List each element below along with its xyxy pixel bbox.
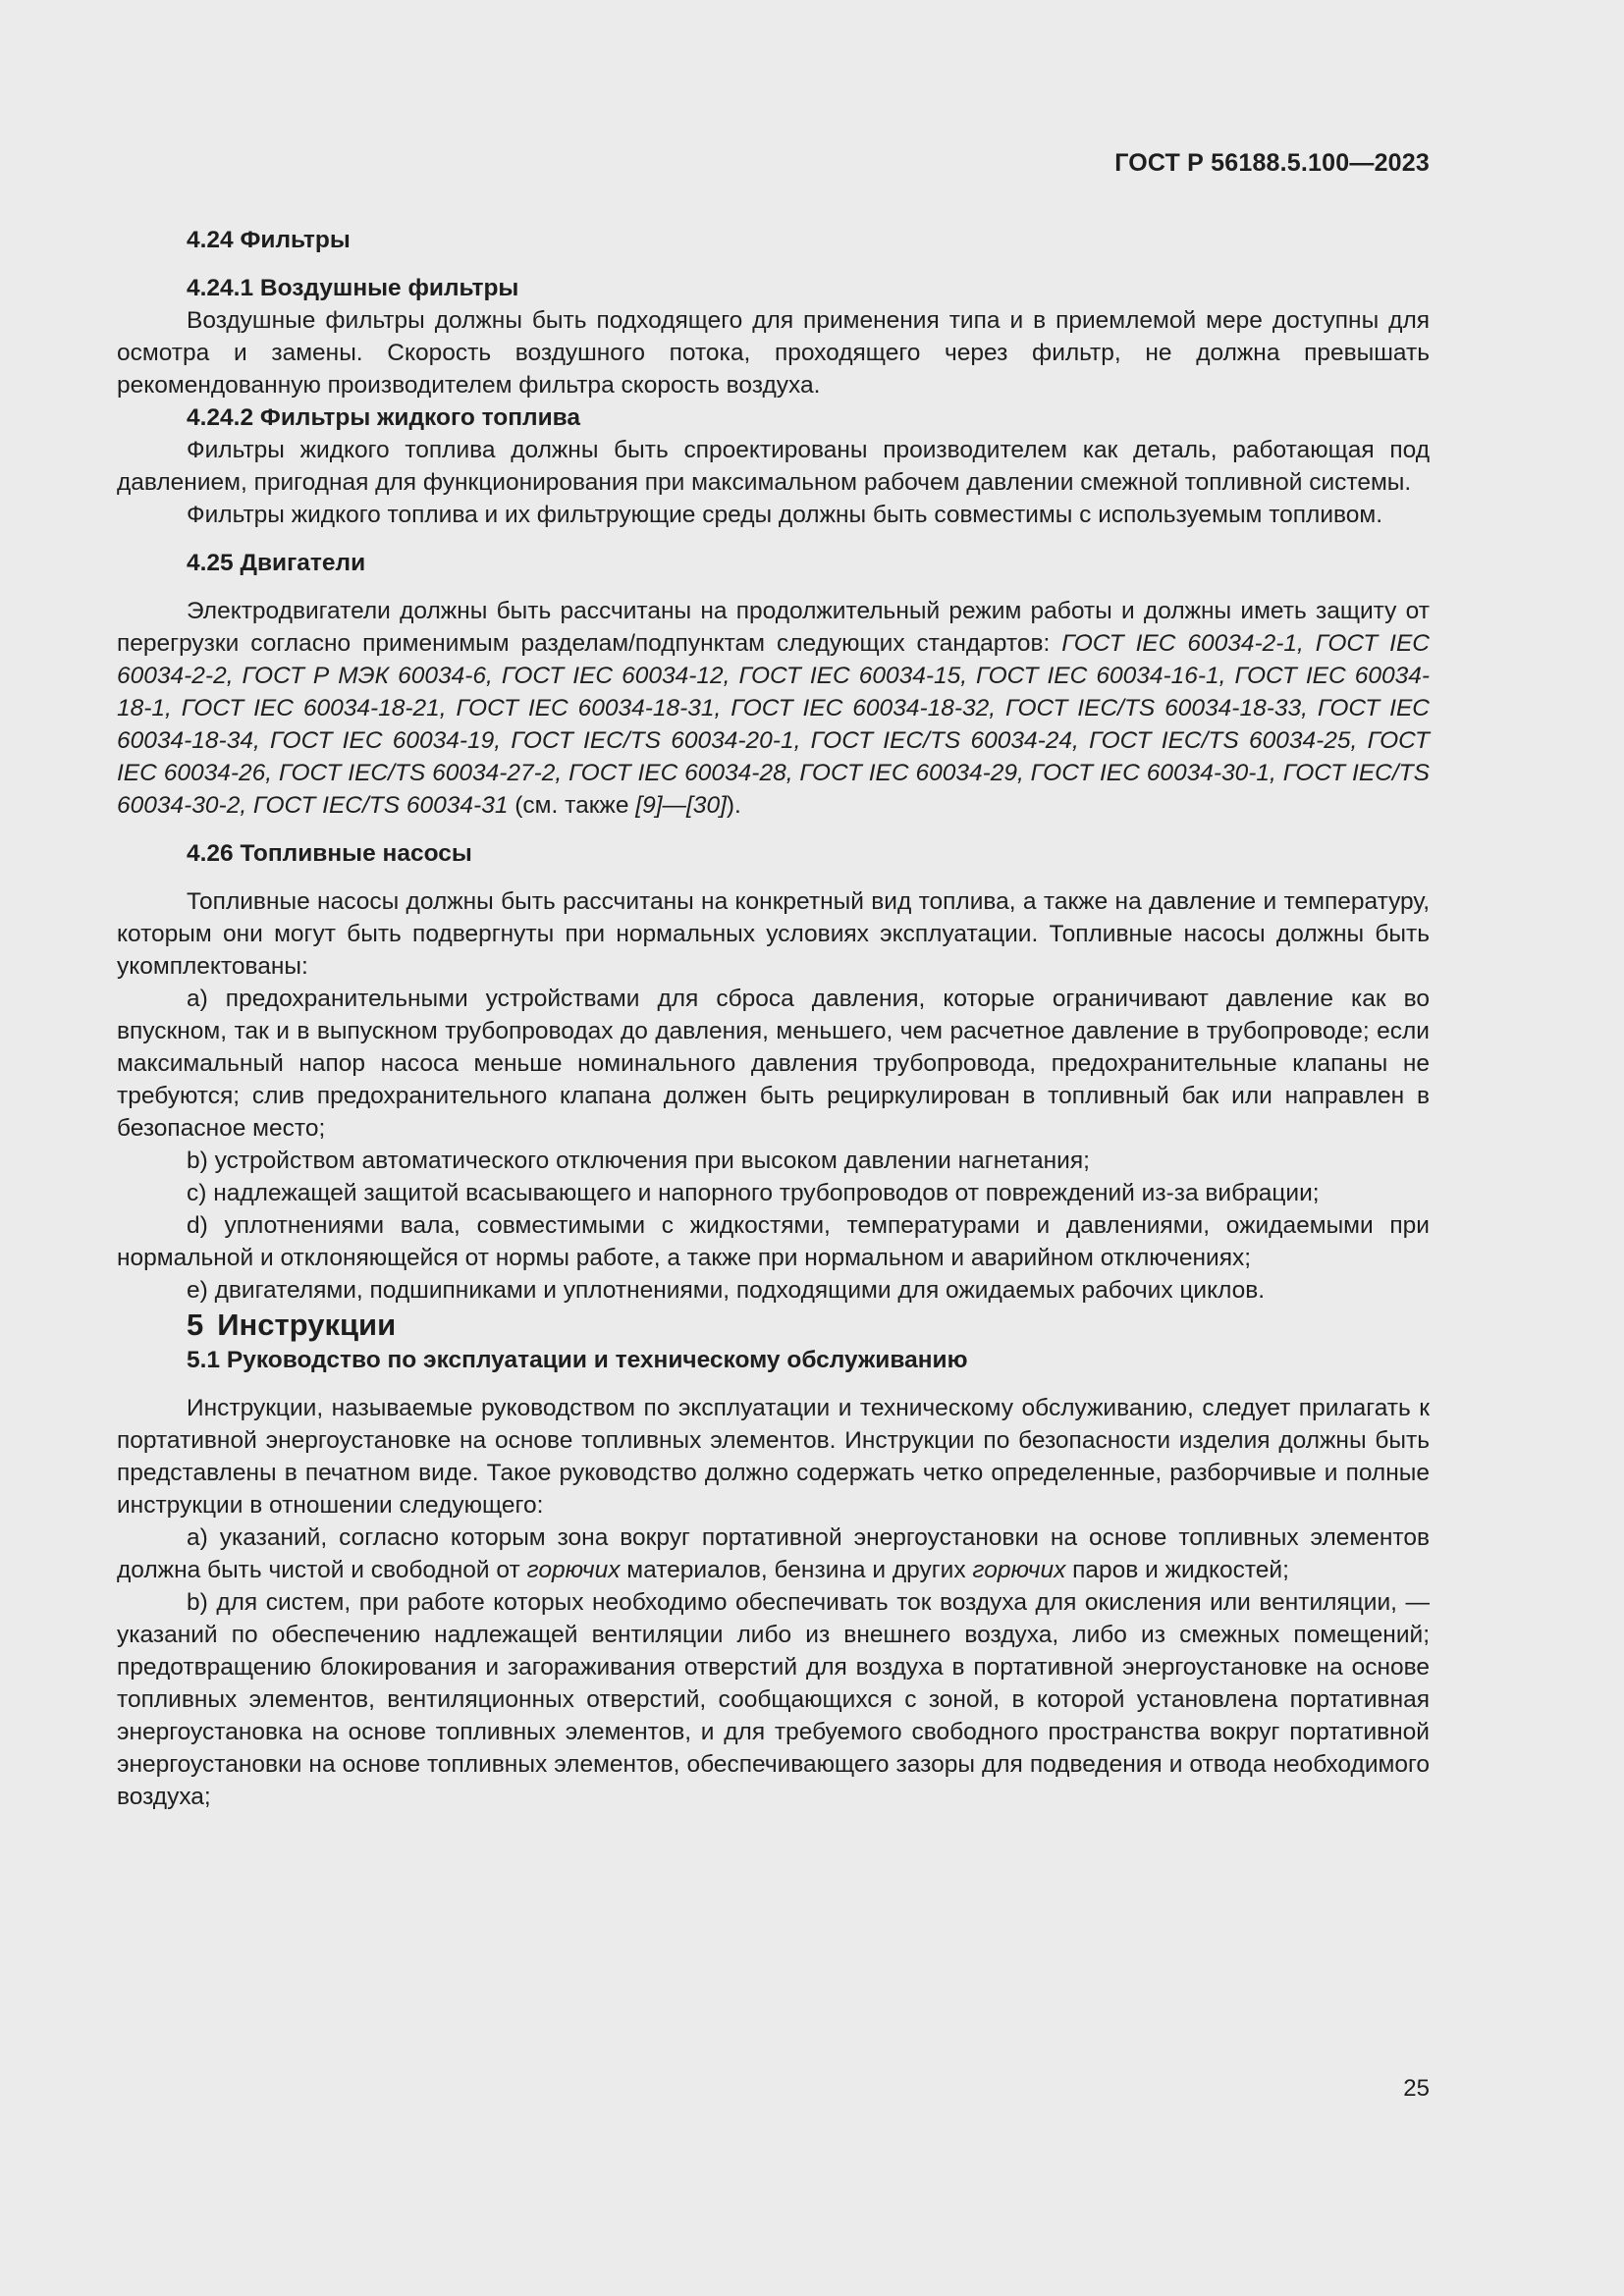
list-item: e) двигателями, подшипниками и уплотнениями, подходящими для ожидаемых рабочих циклов. [187,1277,1266,1304]
emphasis-text: горючих [526,1557,621,1583]
paragraph: Топливные насосы должны быть рассчитаны на конкретный вид топлива, а также на давление и температуру, которым они могут быть подвергнуты при нормальных условиях эксплуатации. Топливные насосы должны быть укомплектованы: [117,888,1430,980]
section-4-24-1-heading: 4.24.1 Воздушные фильтры [187,275,519,301]
list-item: а) предохранительными устройствами для сброса давления, которые ограничивают давление как во впускном, так и в выпускном трубопроводах до давления, меньшего, чем расчетное давление в трубопроводе; если максимальный напор насоса меньше номинального давления трубопровода, предохранительные клапаны не требуются; слив предохранительного клапана должен быть рециркулирован в топливный бак или направлен в безопасное место; [117,986,1430,1142]
paragraph: Фильтры жидкого топлива и их фильтрующие среды должны быть совместимы с используемым топливом. [187,502,1383,528]
section-5-1-heading: 5.1 Руководство по эксплуатации и техническому обслуживанию [187,1347,968,1373]
section-4-26-heading: 4.26 Топливные насосы [187,840,472,867]
emphasis-text: горючих [972,1557,1066,1583]
see-also-text: (см. также [508,792,636,819]
paragraph-text: Электродвигатели должны быть рассчитаны на продолжительный режим работы и должны иметь защиту от перегрузки согласно применимым разделам/подпунктам следующих стандартов: [117,598,1430,657]
section-4-24-heading: 4.24 Фильтры [187,227,351,253]
list-item: b) устройством автоматического отключения при высоком давлении нагнетания; [187,1148,1090,1174]
list-item-text: паров и жидкостей; [1065,1557,1289,1583]
list-item: d) уплотнениями вала, совместимыми с жидкостями, температурами и давлениями, ожидаемыми при нормальной и отклоняющейся от нормы работе, а также при нормальном и аварийном отключениях; [117,1212,1430,1271]
section-4-24-2-heading: 4.24.2 Фильтры жидкого топлива [187,404,581,431]
paragraph: Фильтры жидкого топлива должны быть спроектированы производителем как деталь, работающая под давлением, пригодная для функционирования при максимальном рабочем давлении смежной топливной системы. [117,437,1430,496]
list-item: c) надлежащей защитой всасывающего и напорного трубопроводов от повреждений из-за вибрации; [187,1180,1320,1206]
bibliography-ref: [9]—[30] [635,792,727,819]
see-also-close: ). [726,792,741,819]
paragraph: Инструкции, называемые руководством по эксплуатации и техническому обслуживанию, следует прилагать к портативной энергоустановке на основе топливных элементов. Инструкции по безопасности изделия должны быть представлены в печатном виде. Такое руководство должно содержать четко определенные, разборчивые и полные инструкции в отношении следующего: [117,1395,1430,1519]
section-title: Инструкции [217,1308,397,1342]
section-number: 5 [187,1308,204,1342]
list-item: b) для систем, при работе которых необходимо обеспечивать ток воздуха для окисления или вентиляции, — указаний по обеспечению надлежащей вентиляции либо из внешнего воздуха, либо из смежных помещений; предотвращению блокирования и загораживания отверстий для воздуха в портативной энергоустановке на основе топливных элементов, вентиляционных отверстий, сообщающихся с зоной, в которой установлена портативная энергоустановка на основе топливных элементов, и для требуемого свободного пространства вокруг портативной энергоустановки на основе топливных элементов, обеспечивающего зазоры для подведения и отвода необходимого воздуха; [117,1589,1430,1810]
section-4-25-heading: 4.25 Двигатели [187,550,366,576]
standards-list: ГОСТ IEC 60034-2-1, ГОСТ IEC 60034-2-2, ГОСТ Р МЭК 60034-6, ГОСТ IEC 60034-12, ГОСТ IEC 60034-15, ГОСТ IEC 60034-16-1, ГОСТ IEC 60034-18-1, ГОСТ IEC 60034-18-21, ГОСТ IEC 60034-18-31, ГОСТ IEC 60034-18-32, ГОСТ IEC/TS 60034-18-33, ГОСТ IEC 60034-18-34, ГОСТ IEC 60034-19, ГОСТ IEC/TS 60034-20-1, ГОСТ IEC/TS 60034-24, ГОСТ IEC/TS 60034-25, ГОСТ IEC 60034-26, ГОСТ IEC/TS 60034-27-2, ГОСТ IEC 60034-28, ГОСТ IEC 60034-29, ГОСТ IEC 60034-30-1, ГОСТ IEC/TS 60034-30-2, ГОСТ IEC/TS 60034-31 [117,630,1430,819]
list-item-text: а) указаний, согласно которым зона вокруг портативной энергоустановки на основе топливных элементов должна быть чистой и свободной от [117,1524,1430,1583]
list-item [117,1522,1430,1586]
page-number: 25 [1403,2075,1430,2102]
section-5-heading [117,1307,1430,1344]
paragraph: Воздушные фильтры должны быть подходящего для применения типа и в приемлемой мере доступны для осмотра и замены. Скорость воздушного потока, проходящего через фильтр, не должна превышать рекомендованную производителем фильтра скорость воздуха. [117,307,1430,399]
list-item-text: материалов, бензина и других [620,1557,973,1583]
document-body [117,224,1430,1813]
document-code-header: ГОСТ Р 56188.5.100—2023 [1114,149,1430,177]
paragraph-standards [117,595,1430,822]
